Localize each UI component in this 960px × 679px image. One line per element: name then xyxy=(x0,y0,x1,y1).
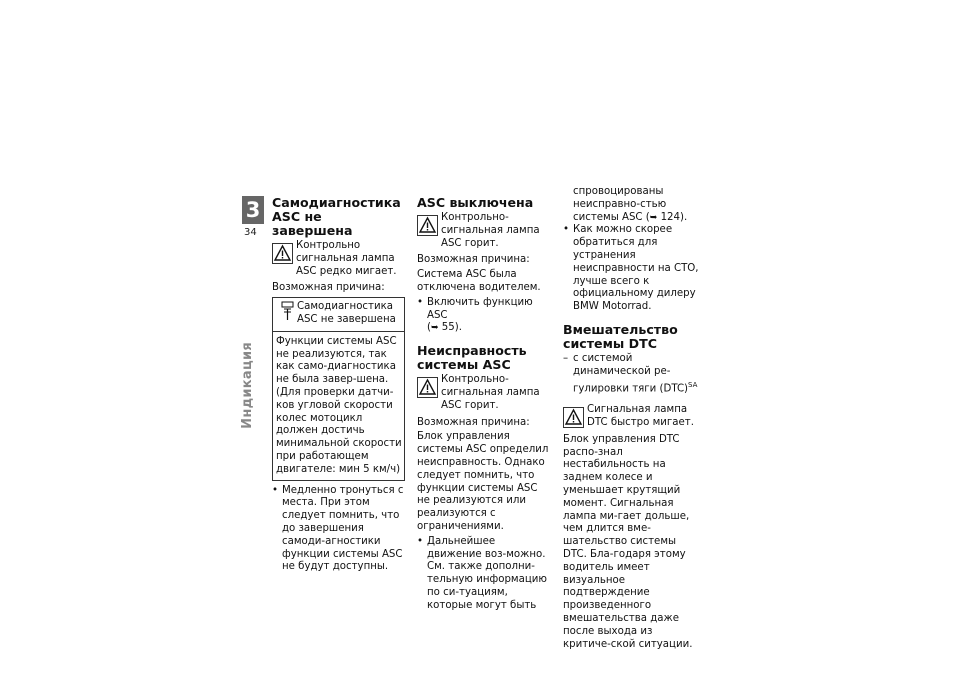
note-title: Самодиагностика ASC не завершена xyxy=(297,301,396,325)
chapter-title: Индикация xyxy=(240,342,255,429)
lamp-description: Контрольно-сигнальная лампа ASC горит. xyxy=(441,374,540,411)
lamp-description: Сигнальная лампа DTC быстро мигает. xyxy=(587,403,694,428)
arrow-right-icon: ➥ xyxy=(649,212,658,223)
dtc-warning-lamp-icon xyxy=(563,407,584,428)
lamp-description: Контрольно-сигнальная лампа ASC горит. xyxy=(441,212,540,249)
column-3 xyxy=(563,186,703,653)
cause-label: Возможная причина: xyxy=(417,416,530,428)
equipment-item xyxy=(563,353,703,396)
page-reference: 124). xyxy=(660,211,688,223)
cause-text: Блок управления системы ASC определил неисправность. Однако следует помнить, что функции системы ASC не реализуются или реализуются с ограничениями. xyxy=(417,431,549,532)
continued-bullet-text: спровоцированы неисправно-стью системы ASC xyxy=(573,186,667,223)
asc-warning-lamp-icon xyxy=(417,377,438,398)
equipment-text: с системой динамической ре-гулировки тяги (DTC) xyxy=(573,352,689,394)
warning-lamp-row xyxy=(272,240,405,278)
section-heading-dtc: Вмешательство системы DTC xyxy=(563,321,678,351)
cause-label: Возможная причина: xyxy=(417,254,530,266)
section-heading-asc-off: ASC выключена xyxy=(417,195,534,210)
bullet-item: • Как можно скорее обратиться для устранения неисправности на СТО, лучше всего к официальному дилеру BMW Motorrad. xyxy=(563,224,703,314)
section-heading-asc-selfdiag: Самодиагностика ASC не завершена xyxy=(272,195,401,238)
arrow-right-icon: ➥ xyxy=(430,323,439,334)
warning-lamp-row xyxy=(417,212,550,250)
page-reference: 55). xyxy=(441,322,462,334)
warning-lamp-row xyxy=(417,374,550,412)
note-pin-icon xyxy=(281,301,294,321)
bullet-text: Включить функцию ASC xyxy=(427,296,533,321)
note-box xyxy=(272,297,405,480)
lamp-description: Контрольно сигнальная лампа ASC редко мигает. xyxy=(296,240,397,277)
body-text: Блок управления DTC распо-знал нестабильность на заднем колесе и уменьшает крутящий момент. Сигнальная лампа ми-гает дольше, чем длится вме-шательство системы DTC. Бла-годаря этому водитель имеет визуальное подтверждение произведенного вмешательства даже после выхода из критиче-ской ситуации. xyxy=(563,433,693,650)
section-heading-asc-fault: Неисправность системы ASC xyxy=(417,343,527,373)
page-number: 34 xyxy=(244,227,257,238)
note-header xyxy=(273,301,404,332)
column-1 xyxy=(272,196,405,576)
cause-text: Система ASC была отключена водителем. xyxy=(417,269,541,293)
bullet-item: • Дальнейшее движение воз-можно. См. также дополни-тельную информацию по си-туациям, которые могут быть xyxy=(417,536,550,613)
asc-warning-lamp-icon xyxy=(417,215,438,236)
column-2 xyxy=(417,196,550,615)
note-body: Функции системы ASC не реализуются, так как само-диагностика не была завер-шена. (Для проверки датчи-ков угловой скорости колес мотоцикл должен достичь минимальной скорости при работающем двигателе: мин 5 км/ч) xyxy=(276,335,402,475)
cause-label: Возможная причина: xyxy=(272,282,385,294)
continued-text: спровоцированы неисправно-стью системы ASC (➥ 124). xyxy=(573,186,688,223)
bullet-item: • Медленно тронуться с места. При этом следует помнить, что до завершения самоди-агностики функции системы ASC не будут доступны. xyxy=(272,485,405,575)
bullet-item: • Включить функцию ASC (➥ 55). xyxy=(417,297,550,335)
chapter-number: 3 xyxy=(242,196,264,224)
asc-warning-lamp-icon xyxy=(272,243,293,264)
warning-lamp-row xyxy=(563,404,703,430)
equipment-sup: SA xyxy=(688,380,698,389)
